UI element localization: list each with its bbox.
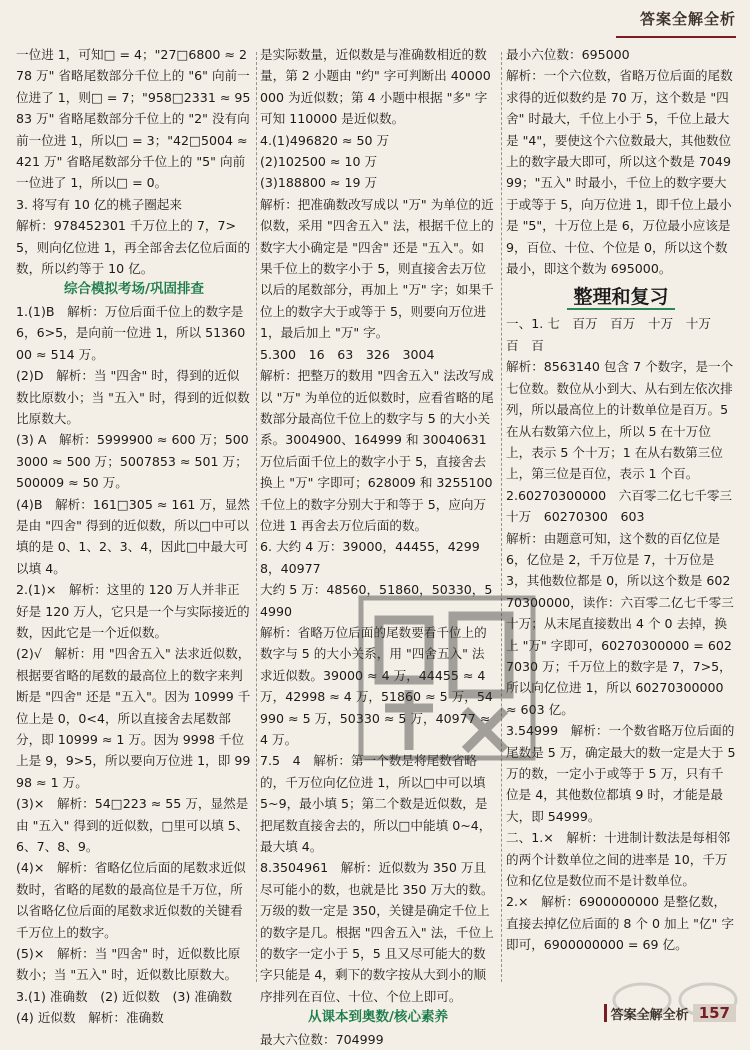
text-line: 解析：把整万的数用 "四舍五入" 法改写成以 "万" 为单位的近似数时，应看省略的尾数部分最高位千位上的数字与 5 的大小关系。3004900、164999 和 30040631 万位后面千位上的数字小于 5，直接舍去换上 "万" 字即可；628009 和 3255100 千位上的数字分别大于和等于 5，应向万位进 1 再舍去万位后面的数。 <box>260 368 497 533</box>
chapter-title-text: 整理和复习 <box>567 286 674 310</box>
section-title: 综合模拟考场/巩固排查 <box>64 281 204 298</box>
text-line: 最大六位数：704999 <box>260 1031 384 1047</box>
text-line: 解析：由题意可知，这个数的百亿位是 6，亿位是 2，千万位是 7，十万位是 3，其他数位都是 0，所以这个数是 60270300000，读作：六百零二亿七千零三十万；从末尾直接数出 4 个 0 去掉，换上 "万" 字即可，60270300000 = 6027030 万；千万位上的数字是 7，7>5，所以向亿位进 1，所以 60270300000 ≈ 603 亿。 <box>506 530 734 717</box>
text-line: 2.× 解析：6900000000 是整亿数，直接去掉亿位后面的 8 个 0 加上 "亿" 字即可，6900000000 = 69 亿。 <box>506 894 734 953</box>
text-line: 1.(1)B 解析：万位后面千位上的数字是 6，6>5，是向前一位进 1，所以 5136000 ≈ 514 万。 <box>16 303 248 362</box>
page-footer <box>604 1002 736 1024</box>
text-line: 是实际数量，近似数是与准确数相近的数量，第 2 小题由 "约" 字可判断出 40000000 为近似数；第 4 小题中根据 "多" 字可知 110000 是近似数。 <box>260 47 491 127</box>
text-line: (3)× 解析：54□223 ≈ 55 万，显然是由 "五入" 得到的近似数，□里可以填 5、6、7、8、9。 <box>16 796 249 855</box>
column-middle <box>260 44 497 1047</box>
text-line: (5)× 解析：当 "四舍" 时，近似数比原数小；当 "五入" 时，近似数比原数大。 <box>16 946 241 983</box>
text-line: (4)B 解析：161□305 ≈ 161 万，显然是由 "四舍" 得到的近似数，所以□中可以填的是 0、1、2、3、4，因此□中最大可以填 4。 <box>16 496 250 576</box>
page-header <box>0 0 750 42</box>
text-line: 3.(1) 准确数 (2) 近似数 (3) 准确数 (4) 近似数 解析：准确数 <box>16 988 245 1026</box>
text-line: 大约 5 万：48560，51860，50330，54990 <box>260 582 493 619</box>
text-line: (2)102500 ≈ 10 万 <box>260 154 378 170</box>
text-line: 一、1. 七 百万 百万 十万 十万 百 百 <box>506 316 724 353</box>
text-line: (4)× 解析：省略亿位后面的尾数求近似数时，省略的尾数的最高位是千万位，所以省略亿位后面的尾数求近似数的关键看千万位上的数字。 <box>16 860 246 940</box>
chapter-title <box>506 283 736 311</box>
text-line: 解析：8563140 包含 7 个数字，是一个七位数。数位从小到大、从右到左依次排列，所以最高位上的计数单位是百万。5 在从右数第六位上，所以 5 在十万位上，表示 5 个十万；1 在从右数第三位上，第三位是百位，表示 1 个百。 <box>506 359 734 482</box>
column-divider-right <box>501 52 502 982</box>
section-title: 从课本到奥数/核心素养 <box>308 1009 448 1026</box>
text-line: 2.(1)× 解析：这里的 120 万人并非正好是 120 万人，它只是一个与实际接近的数，因此它是一个近似数。 <box>16 582 250 640</box>
text-line: 一位进 1，可知□ = 4；"27□6800 ≈ 278 万" 省略尾数部分千位上的 "6" 向前一位进了 1，则□ = 7；"958□2331 ≈ 9583 万" 省略尾数部分千位上的 "2" 没有向前一位进 1，所以□ = 3；"42□5004 ≈ 421 万" 省略尾数部分千位上的 "5" 向前一位进了 1，所以□ = 0。 <box>16 47 252 191</box>
text-line: 5.300 16 63 326 3004 <box>260 346 435 362</box>
text-line: 4.(1)496820 ≈ 50 万 <box>260 132 390 148</box>
column-divider-left <box>256 52 257 982</box>
text-line: 2.60270300000 六百零二亿七千零三十万 60270300 603 <box>506 487 733 525</box>
text-line: (3)188800 ≈ 19 万 <box>260 175 378 191</box>
text-line: 解析：一个六位数，省略万位后面的尾数求得的近似数约是 70 万，这个数是 "四舍" 时最大，千位上小于 5，千位上最大是 "4"，要使这个六位数最大，其他数位上的数字最大即可，所以这个数是 704999；"五入" 时最小，千位上的数字要大于或等于 5，向万位进 1，即千位上最小是 "5"，十万位上是 6，万位最小应该是 9，百位、十位、个位是 0，所以这个数最小，即这个数为 695000。 <box>506 68 735 277</box>
footer-bar <box>604 1004 607 1022</box>
column-right <box>506 44 740 980</box>
text-line: (3) A 解析：5999900 ≈ 600 万；5003000 ≈ 500 万；5007853 ≈ 501 万；500009 ≈ 50 万。 <box>16 432 249 491</box>
text-line: 解析：把准确数改写成以 "万" 为单位的近似数，采用 "四舍五入" 法，根据千位上的数字大小确定是 "四舍" 还是 "五入"。如果千位上的数字小于 5，则直接舍去万位以后的尾数部分，再加上 "万" 字；如果千位上的数字大于或等于 5，则要向万位进 1，最后加上 "万" 字。 <box>260 196 494 341</box>
text-line: (2)D 解析：当 "四舍" 时，得到的近似数比原数小；当 "五入" 时，得到的近似数比原数大。 <box>16 368 250 426</box>
text-line: (2)√ 解析：用 "四舍五入" 法求近似数，根据要省略的尾数的最高位上的数字来判断是 "四舍" 还是 "五入"。因为 10999 千位上是 0，0<4，所以直接舍去尾数部分，即 10999 ≈ 1 万。因为 9998 千位上是 9，9>5，所以要向万位进 1，即 9998 ≈ 1 万。 <box>16 646 251 790</box>
footer-brand: 答案全解全析 <box>610 1007 689 1023</box>
column-left <box>16 44 252 1026</box>
text-line: 7.5 4 解析：第一个数是将尾数省略的，千万位向亿位进 1，所以□中可以填 5~9，最小填 5；第二个数是近似数，是把尾数直接舍去的，所以□中能填 0~4，最大填 4。 <box>260 753 492 855</box>
text-line: 解析：978452301 千万位上的 7，7>5，则向亿位进 1，再全部舍去亿位后面的数，所以约等于 10 亿。 <box>16 218 251 277</box>
text-line: 6. 大约 4 万：39000，44455，42998，40977 <box>260 539 480 576</box>
text-line: 最小六位数：695000 <box>506 47 630 62</box>
text-line: 8.3504961 解析：近似数为 350 万且尽可能小的数，也就是比 350 万大的数。万级的数一定是 350，关键是确定千位上的数字是几。根据 "四舍五入" 法，千位上的数字一定小于 5，5 且又尽可能大的数字只能是 4，剩下的数字按从大到小的顺序排列在百位、十位、个位上即可。 <box>260 860 494 1004</box>
page-number: 157 <box>693 1004 736 1022</box>
text-line: 解析：省略万位后面的尾数要看千位上的数字与 5 的大小关系，用 "四舍五入" 法求近似数。39000 ≈ 4 万，44455 ≈ 4 万，42998 ≈ 4 万，51860 ≈ 5 万，54990 ≈ 5 万，50330 ≈ 5 万，40977 ≈ 4 万。 <box>260 624 495 747</box>
text-line: 二、1.× 解析：十进制计数法是每相邻的两个计数单位之间的进率是 10，千万位和亿位是数位而不是计数单位。 <box>506 830 731 889</box>
header-brand: 答案全解全析 <box>639 10 736 28</box>
text-line: 3.54999 解析：一个数省略万位后面的尾数是 5 万，确定最大的数一定是大于 5 万的数，一定小于或等于 5 万，只有千位是 4，其他数位都填 9 时，才能是最大，即 54999。 <box>506 723 740 824</box>
text-line: 3. 将写有 10 亿的桃子圈起来 <box>16 196 182 212</box>
header-rule <box>616 36 736 38</box>
